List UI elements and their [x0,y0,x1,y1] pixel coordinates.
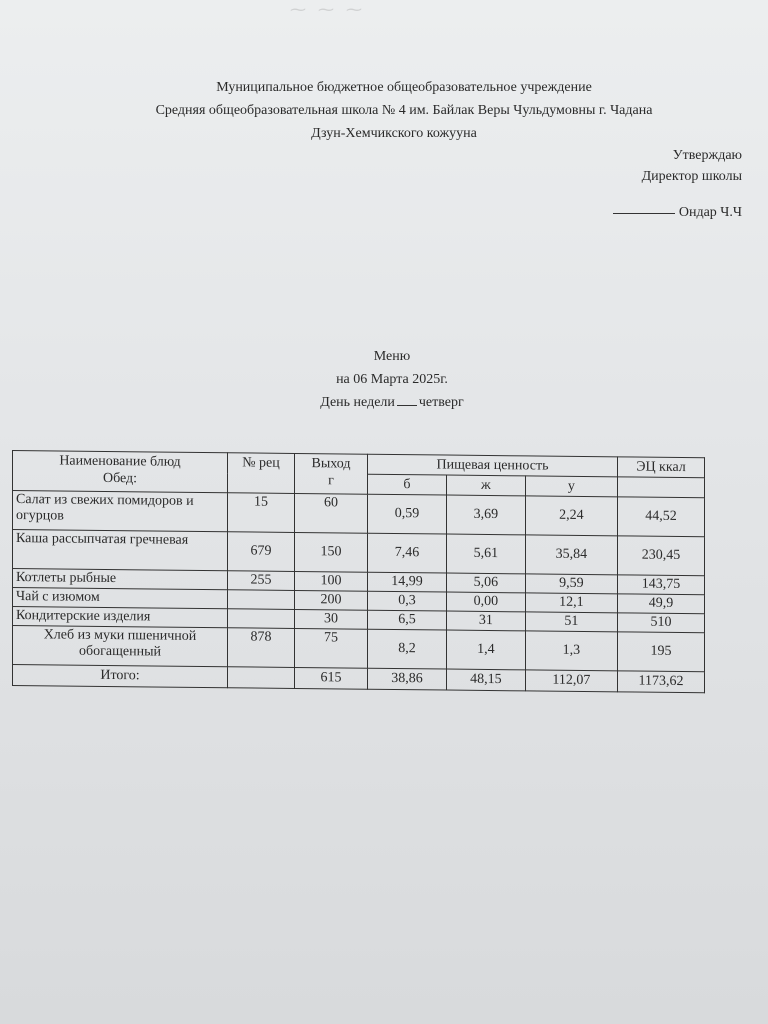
dish-fats: 0,00 [446,592,525,612]
school-name-line: Средняя общеобразовательная школа № 4 им. Байлак Веры Чульдумовны г. Чадана [155,103,653,118]
total-fats: 48,15 [446,669,525,691]
dish-name: Чай с изюмом [13,588,228,609]
dish-carbs: 2,24 [525,496,617,536]
dish-recipe: 878 [228,628,295,668]
school-type-line: Муниципальное бюджетное общеобразовательное учреждение [216,80,592,95]
dish-output: 150 [295,532,368,572]
menu-title: Меню [373,349,411,364]
header-energy: ЭЦ ккал [618,457,705,478]
weekday-label: День недели [320,395,395,410]
header-section-label: Обед: [102,470,138,487]
table-header-row [13,451,705,478]
dish-kcal: 143,75 [618,575,705,595]
menu-weekday [0,395,768,411]
header-carbs: у [525,476,617,497]
dish-fats: 3,69 [446,495,525,535]
total-output: 615 [295,667,368,689]
dish-proteins: 0,3 [368,591,447,611]
dish-recipe [228,609,295,629]
dish-name: Кондитерские изделия [13,607,228,628]
dish-fats: 5,61 [446,534,525,574]
dish-carbs: 35,84 [525,535,617,575]
dish-kcal: 510 [618,613,705,633]
dish-kcal: 49,9 [618,594,705,614]
header-output-label: Выход [311,456,351,472]
dish-fats: 5,06 [446,573,525,593]
header-dish-name [13,451,228,493]
header-name-label: Наименование блюд [59,453,181,470]
dish-fats: 1,4 [446,630,525,670]
total-carbs: 112,07 [525,670,617,692]
approval-heading: Утверждаю [672,148,742,163]
dish-name: Салат из свежих помидоров и огурцов [13,491,228,532]
dish-proteins: 7,46 [368,533,447,573]
dish-kcal: 230,45 [618,536,705,576]
dish-name: Каша рассыпчатая гречневая [13,530,228,571]
weekday-underline [397,405,417,406]
dish-output: 75 [295,628,368,668]
dish-output: 200 [295,590,368,610]
dish-carbs: 12,1 [525,593,617,613]
approval-signature [613,205,742,221]
dish-output: 30 [295,609,368,629]
signature-line [613,213,675,214]
director-name: Ондар Ч.Ч [678,205,742,220]
header-proteins: б [368,474,447,495]
header-recipe: № рец [228,453,295,494]
bleed-through-marks: ⁓ ⁓ ⁓ [290,2,366,19]
dish-recipe: 255 [228,571,295,591]
dish-output: 60 [295,493,368,533]
total-recipe [228,667,295,689]
school-region-line: Дзун-Хемчикского кожууна [311,126,477,141]
dish-proteins: 0,59 [368,494,447,534]
dish-proteins: 14,99 [368,572,447,592]
dish-name: Котлеты рыбные [13,569,228,590]
header-nutrition: Пищевая ценность [368,454,618,477]
dish-carbs: 9,59 [525,574,617,594]
total-kcal: 1173,62 [618,671,705,693]
dish-carbs: 1,3 [525,631,617,671]
total-proteins: 38,86 [368,668,447,690]
header-fats: ж [446,475,525,496]
menu-date: на 06 Марта 2025г. [336,372,448,387]
dish-recipe: 15 [228,493,295,533]
dish-name: Хлеб из муки пшеничной обогащенный [13,626,228,667]
dish-recipe [228,590,295,610]
dish-proteins: 6,5 [368,610,447,630]
header-output-unit: г [328,473,334,489]
dish-proteins: 8,2 [368,629,447,669]
menu-table [12,450,705,693]
dish-recipe: 679 [228,532,295,572]
dish-kcal: 195 [618,632,705,672]
dish-carbs: 51 [525,612,617,632]
dish-kcal: 44,52 [618,497,705,537]
dish-fats: 31 [446,611,525,631]
dish-output: 100 [295,571,368,591]
approval-position: Директор школы [641,169,742,184]
weekday-value: четверг [418,395,464,410]
total-label: Итого: [13,665,228,688]
header-energy-blank [618,477,705,498]
header-output [295,453,368,494]
